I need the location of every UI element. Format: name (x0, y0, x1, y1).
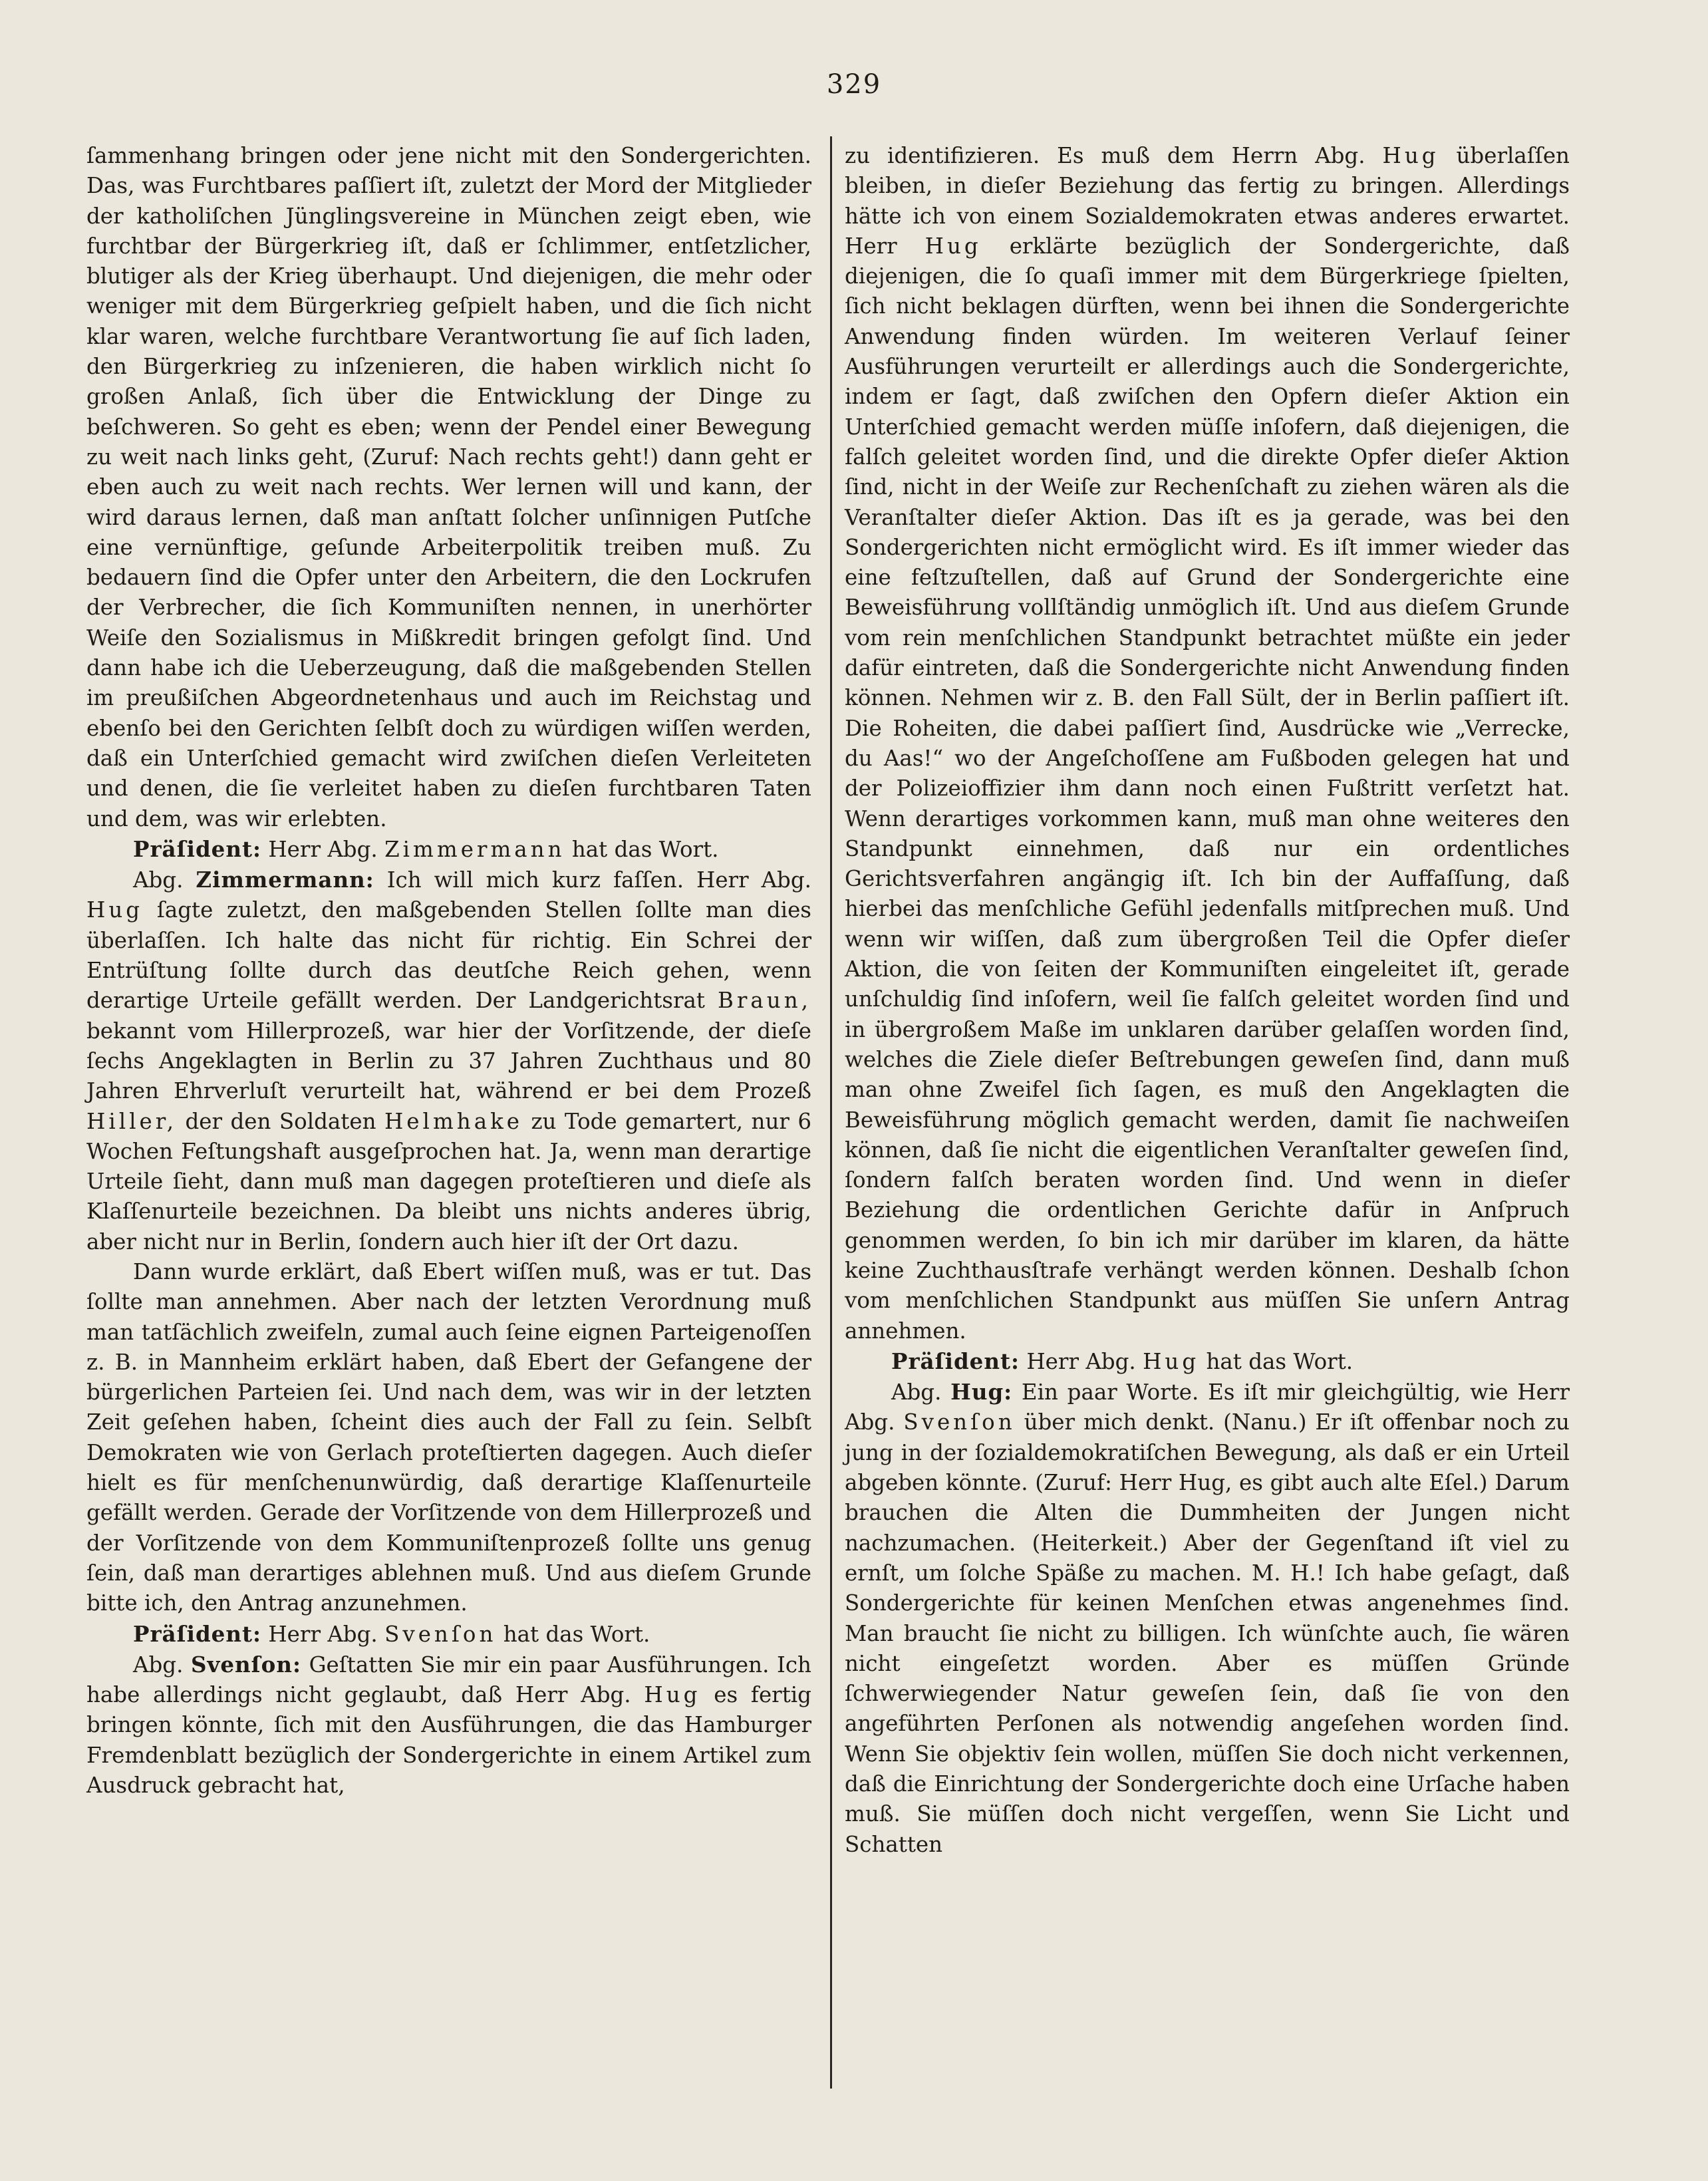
speaker-paragraph (845, 1377, 1570, 1860)
text-run: hat das Wort. (1206, 1348, 1353, 1374)
text-run: Herr Abg. (268, 1621, 378, 1647)
text-run: Herr Abg. (1026, 1348, 1136, 1374)
speaker-paragraph (845, 1346, 1570, 1377)
paragraph: Dann wurde erklärt, daß Ebert wiſſen muß, was er tut. Das ſollte man annehmen. Aber nach der letzten Verordnung muß man tatſächlich zweifeln, zumal auch ſeine eignen Parteigenoſſen z. B. in Mannheim erklärt haben, daß Ebert der Gefangene der bürgerlichen Parteien ſei. Und nach dem, was wir in der letzten Zeit geſehen haben, ſcheint dies auch der Fall zu ſein. Selbſt Demokraten wie von Gerlach proteſtierten dagegen. Auch dieſer hielt es für menſchenunwürdig, daß derartige Klaſſenurteile gefällt werden. Gerade der Vorſitzende von dem Hillerprozeß und der Vorſitzende von dem Kommuniſtenprozeß ſollte uns genug ſein, daß man derartiges ablehnen muß. Und aus dieſem Grunde bitte ich, den Antrag anzunehmen. (86, 1258, 811, 1616)
text-run: der den Soldaten (185, 1108, 376, 1134)
speaker-paragraph (86, 1619, 811, 1650)
speaker-label: Präſident: (133, 835, 261, 862)
speaker-paragraph (86, 865, 811, 1257)
speaker-label: Präſident: (891, 1348, 1020, 1374)
paragraph (845, 141, 1570, 1346)
person-name: Hug (925, 233, 982, 259)
text-run: erklärte bezüglich der Sondergerichte, daß diejenigen, die ſo quaſi immer mit dem Bürgerkriege ſpielten, ſich nicht beklagen dürften, wenn bei ihnen die Sondergerichte Anwendung finden würden. Im weiteren Verlauf ſeiner Ausführungen verurteilt er allerdings auch die Sondergerichte, indem er ſagt, daß zwiſchen den Opfern dieſer Aktion ein Unterſchied gemacht werden müſſe inſofern, daß diejenigen, die falſch geleitet worden ſind, und die direkte Opfer dieſer Aktion ſind, nicht in der Weiſe zur Rechenſchaft zu ziehen wären als die Veranſtalter dieſer Aktion. Das iſt es ja gerade, was bei den Sondergerichten nicht ermöglicht wird. Es iſt immer wieder das eine feſtzuſtellen, daß auf Grund der Sondergerichte eine Beweisführung vollſtändig unmöglich iſt. Und aus dieſem Grunde vom rein menſchlichen Standpunkt betrachtet müßte ein jeder dafür eintreten, daß die Sondergerichte nicht Anwendung finden können. Nehmen wir z. B. den Fall Sült, der in Berlin paſſiert iſt. Die Roheiten, die dabei paſſiert ſind, Ausdrücke wie „Verrecke, du Aas!“ wo der Angeſchoſſene am Fußboden gelegen hat und der Polizeioffizier ihm dann noch einen Fußtritt verſetzt hat. Wenn derartiges vorkommen kann, muß man ohne weiteres den Standpunkt einnehmen, daß nur ein ordentliches Gerichtsverfahren angängig iſt. Ich bin der Auffaſſung, daß hierbei das menſchliche Gefühl jedenfalls mitſprechen muß. Und wenn wir wiſſen, daß zum übergroßen Teil die Opfer dieſer Aktion, die von ſeiten der Kommuniſten eingeleitet iſt, gerade unſchuldig ſind inſofern, weil ſie falſch geleitet worden ſind und in übergroßem Maße im unklaren darüber gelaſſen worden ſind, welches die Ziele dieſer Beſtrebungen geweſen ſind, dann muß man ohne Zweifel ſich ſagen, es muß den Angeklagten die Beweisführung möglich gemacht werden, damit ſie nachweiſen können, daß ſie nicht die eigentlichen Veranſtalter geweſen ſind, ſondern falſch beraten worden ſind. Und wenn in dieſer Beziehung die ordentlichen Gerichte dafür in Anſpruch genommen werden, ſo bin ich mir darüber im klaren, da hätte keine Zuchthausſtrafe verhängt werden können. Deshalb ſchon vom menſchlichen Standpunkt aus müſſen Sie unſern Antrag annehmen. (845, 233, 1570, 1344)
page-number: 329 (826, 69, 882, 100)
text-run: es fertig bringen könnte, ſich mit den Ausführungen, die das Hamburger Fremdenblatt bezüglich der Sondergerichte in einem Artikel zum Ausdruck gebracht hat, (86, 1682, 811, 1799)
text-run: Abg. (891, 1380, 942, 1405)
speaker-label: Präſident: (133, 1620, 261, 1647)
text-run: hat das Wort. (503, 1621, 650, 1647)
text-run: zu Tode gemartert, nur 6 Wochen Feſtungshaft ausgeſprochen hat. Ja, wenn man derartige Urteile ſieht, dann muß man dagegen proteſtieren und dieſe als Klaſſenurteile bezeichnen. Da bleibt uns nichts anderes übrig, aber nicht nur in Berlin, ſondern auch hier iſt der Ort dazu. (86, 1108, 812, 1254)
left-column (86, 141, 811, 1801)
person-name: Helmhake (384, 1108, 523, 1134)
text-run: Ich will mich kurz faſſen. Herr Abg. (386, 867, 811, 893)
person-name: Hug (644, 1682, 701, 1708)
text-run: zu identifizieren. Es muß dem Herrn Abg. (845, 143, 1365, 168)
speaker-label: Svenſon: (191, 1651, 301, 1677)
text-run: hat das Wort. (571, 836, 719, 862)
text-run: Ein paar Worte. Es iſt mir gleichgültig, wie Herr Abg. (845, 1380, 1570, 1435)
speaker-label: Zimmermann: (196, 867, 374, 893)
text-run: über mich denkt. (Nanu.) Er iſt offenbar noch zu jung in der ſozialdemokratiſchen Bewegung, als daß er ein Urteil abgeben könnte. (Zuruf: Herr Hug, es gibt auch alte Eſel.) Darum brauchen die Alten die Dummheiten der Jungen nicht nachzumachen. (Heiterkeit.) Aber der Gegenſtand iſt viel zu ernſt, um ſolche Späße zu machen. M. H.! Ich habe geſagt, daß Sondergerichte für keinen Menſchen etwas angenehmes ſind. Man braucht ſie nicht zu billigen. Ich wünſchte auch, ſie wären nicht eingeſetzt worden. Aber es müſſen Gründe ſchwerwiegender Natur geweſen ſein, daß ſie von den angeführten Perſonen als notwendig angeſehen worden ſind. Wenn Sie objektiv ſein wollen, müſſen Sie doch nicht verkennen, daß die Einrichtung der Sondergerichte doch eine Urſache haben muß. Sie müſſen doch nicht vergeſſen, wenn Sie Licht und Schatten (845, 1409, 1570, 1857)
person-name: Svenſon (384, 1621, 497, 1647)
paragraph: ſammenhang bringen oder jene nicht mit den Sondergerichten. Das, was Furchtbares paſſiert iſt, zuletzt der Mord der Mitglieder der katholiſchen Jünglingsvereine in München zeigt eben, wie furchtbar der Bürgerkrieg iſt, daß er ſchlimmer, entſetzlicher, blutiger als der Krieg überhaupt. Und diejenigen, die mehr oder weniger mit dem Bürgerkrieg geſpielt haben, und die ſich nicht klar waren, welche furchtbare Verantwortung ſie auf ſich laden, den Bürgerkrieg zu inſzenieren, die haben wirklich nicht ſo großen Anlaß, ſich über die Entwicklung der Dinge zu beſchweren. So geht es eben; wenn der Pendel einer Bewegung zu weit nach links geht, (Zuruf: Nach rechts geht!) dann geht er eben auch zu weit nach rechts. Wer lernen will und kann, der wird daraus lernen, daß man anſtatt ſolcher unſinnigen Putſche eine vernünftige, geſunde Arbeiterpolitik treiben muß. Zu bedauern ſind die Opfer unter den Arbeitern, die den Lockrufen der Verbrecher, die ſich Kommuniſten nennen, in unerhörter Weiſe den Sozialismus in Mißkredit bringen gefolgt ſind. Und dann habe ich die Ueberzeugung, daß die maßgebenden Stellen im preußiſchen Abgeordnetenhaus und auch im Reichstag und ebenſo bei den Gerichten ſelbſt doch zu würdigen wiſſen werden, daß ein Unterſchied gemacht wird zwiſchen dieſen Verleiteten und denen, die ſie verleitet haben zu dieſen furchtbaren Taten und dem, was wir erlebten. (86, 143, 811, 831)
text-run: überlaſſen bleiben, in dieſer Beziehung das fertig zu bringen. Allerdings hätte ich von einem Sozialdemokraten etwas anderes erwartet. Herr (845, 143, 1570, 259)
person-name: Hug (1382, 143, 1439, 168)
person-name: Hiller, (86, 1108, 178, 1134)
text-run: bekannt vom Hillerprozeß, war hier der Vorſitzende, der dieſe ſechs Angeklagten in Berlin zu 37 Jahren Zuchthaus und 80 Jahren Ehrverluſt verurteilt hat, während er bei dem Prozeß (86, 1018, 811, 1104)
text-run: Geſtatten Sie mir ein paar Ausführungen. Ich habe allerdings nicht geglaubt, daß Herr Abg. (86, 1652, 811, 1708)
person-name: Hug (86, 897, 144, 923)
person-name: Braun, (718, 988, 811, 1014)
speaker-paragraph (86, 1650, 811, 1801)
speaker-label: Hug: (950, 1379, 1013, 1405)
person-name: Svenſon (903, 1409, 1016, 1435)
text-run: Herr Abg. (268, 836, 378, 862)
column-divider (830, 136, 832, 2089)
person-name: Zimmermann (384, 836, 565, 862)
right-column (845, 141, 1570, 1860)
text-run: ſagte zuletzt, den maßgebenden Stellen ſollte man dies überlaſſen. Ich halte das nicht für richtig. Ein Schrei der Entrüſtung ſollte durch das deutſche Reich gehen, wenn derartige Urteile gefällt werden. Der Landgerichtsrat (86, 897, 811, 1014)
speaker-paragraph (86, 834, 811, 865)
person-name: Hug (1143, 1348, 1200, 1374)
text-run: Abg. (133, 1652, 184, 1677)
text-run: Abg. (133, 867, 184, 893)
